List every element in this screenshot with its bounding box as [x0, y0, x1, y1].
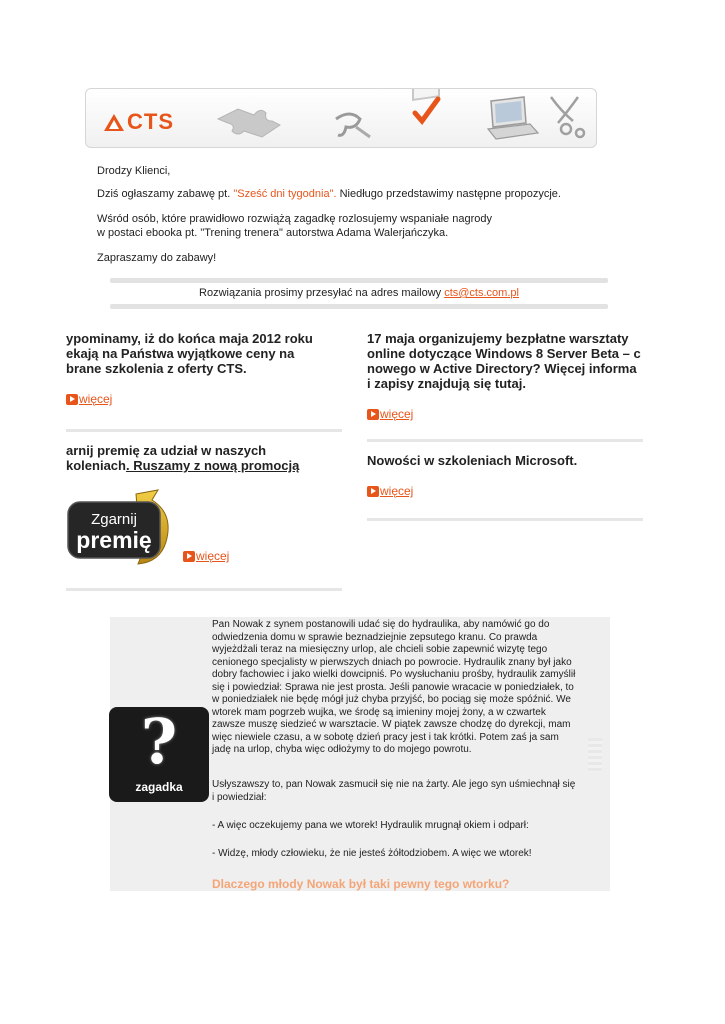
- header-banner: [85, 88, 597, 148]
- play-arrow-icon: [183, 551, 195, 562]
- play-arrow-icon: [367, 486, 379, 497]
- news-left-2-line-1: arnij premię za udział w naszych: [66, 443, 267, 458]
- riddle-paragraph-3: - A więc oczekujemy pana we wtorek! Hydraulik mrugnął okiem i odparł:: [212, 820, 529, 831]
- news-left-2-more-link[interactable]: [183, 549, 229, 563]
- premie-badge[interactable]: [66, 488, 182, 566]
- riddle-paragraph-2: Usłyszawszy to, pan Nowak zasmucił się nie na żarty. Ale jego syn uśmiechnął się i powiedział:: [212, 779, 576, 803]
- badge-text-bottom: premię: [76, 527, 152, 553]
- riddle-question-mark-icon: [109, 707, 209, 802]
- submit-line: [110, 286, 608, 300]
- news-right-1-line-3: nowego w Active Directory? Więcej informa: [367, 361, 637, 376]
- news-right-2-more-link[interactable]: [367, 484, 413, 498]
- news-left-2-line-2: [66, 458, 342, 473]
- riddle-icon-label: zagadka: [135, 780, 183, 794]
- news-right-1-more-link[interactable]: [367, 407, 413, 421]
- contest-title: "Sześć dni tygodnia".: [233, 188, 337, 200]
- question-mark-glyph: ?: [140, 707, 178, 778]
- news-left-1-more-link[interactable]: [66, 392, 112, 406]
- news-divider: [367, 439, 643, 442]
- more-label: więcej: [196, 549, 230, 563]
- intro-line-1-pre: Dziś ogłaszamy zabawę pt.: [97, 188, 234, 200]
- more-label: więcej: [380, 407, 414, 421]
- news-right-2-title: Nowości w szkoleniach Microsoft.: [367, 453, 578, 468]
- logo-text: CTS: [127, 109, 174, 134]
- cts-logo[interactable]: [104, 109, 174, 135]
- intro-line-2a: Wśród osób, które prawidłowo rozwiążą zagadkę rozlosujemy wspaniałe nagrody: [97, 213, 492, 225]
- submit-divider-bottom: [110, 304, 608, 309]
- more-label: więcej: [79, 392, 113, 406]
- news-divider: [367, 518, 643, 521]
- play-arrow-icon: [367, 409, 379, 420]
- intro-line-3: Zapraszamy do zabawy!: [97, 252, 217, 264]
- more-label: więcej: [380, 484, 414, 498]
- news-divider: [66, 588, 342, 591]
- submit-text: Rozwiązania prosimy przesyłać na adres mailowy: [199, 287, 445, 299]
- news-left-2-line-2-plain: koleniach: [66, 458, 126, 473]
- news-left-1-line-2: ekają na Państwa wyjątkowe ceny na: [66, 346, 295, 361]
- news-divider: [66, 429, 342, 432]
- riddle-paragraph-1: Pan Nowak z synem postanowili udać się do hydraulika, aby namówić go do odwiedzenia domu w sprawie beznadziejnie zepsutego kranu. Co prawda wyjeżdżali teraz na miesięczny urlop, ale chcieli sobie zapewnić wizytę tego cenionego specjalisty w pierwszych dniach po powrocie. Hydraulik znany był jako dobry fachowiec i jako wielki dowcipniś. Po wysłuchaniu prośby, hydraulik zamyślił się i powiedział: Sprawa nie jest prosta. Jeśli panowie wracacie w poniedziałek, to w poniedziałek nie będę mógł już chyba przyjść, bo pociąg się może spóźnić. We wtorek mam pogrzeb wujka, we środę są imieniny mojej żony, a w czwartek zawsze muszę siedzieć w warsztacie. W piątek zawsze chodzę do dyrekcji, mam więc niewiele czasu, a w sobotę dzień pracy jest i tak krótki. Potem zaś ja sam jadę na urlop, chyba więc odłożymy to do mojego powrotu.: [212, 619, 576, 755]
- riddle-paragraph-4: - Widzę, młody człowieku, że nie jesteś żółtodziobem. A więc we wtorek!: [212, 848, 532, 859]
- logo-triangle-icon: [104, 114, 124, 131]
- intro-line-1-post: Niedługo przedstawimy następne propozycje.: [336, 188, 561, 200]
- intro-line-2b: w postaci ebooka pt. "Trening trenera" autorstwa Adama Walerjańczyka.: [97, 227, 449, 239]
- banner-illustration: [206, 89, 596, 148]
- play-arrow-icon: [66, 394, 78, 405]
- watermark: [588, 738, 602, 772]
- submit-divider-top: [110, 278, 608, 283]
- email-link[interactable]: cts@cts.com.pl: [444, 287, 519, 299]
- promo-link[interactable]: . Ruszamy z nową promocją: [125, 458, 300, 473]
- news-right-1-line-2: online dotyczące Windows 8 Server Beta – c: [367, 346, 641, 361]
- greeting: Drodzy Klienci,: [97, 165, 171, 177]
- news-right-1-line-4: i zapisy znajdują się tutaj.: [367, 376, 526, 391]
- news-right-1-line-1: 17 maja organizujemy bezpłatne warsztaty: [367, 331, 629, 346]
- badge-text-top: Zgarnij: [91, 511, 137, 528]
- news-left-1-line-1: ypominamy, iż do końca maja 2012 roku: [66, 331, 313, 346]
- news-left-1-line-3: brane szkolenia z oferty CTS.: [66, 361, 247, 376]
- riddle-question: Dlaczego młody Nowak był taki pewny tego wtorku?: [212, 877, 510, 891]
- intro-line-1: [97, 187, 561, 201]
